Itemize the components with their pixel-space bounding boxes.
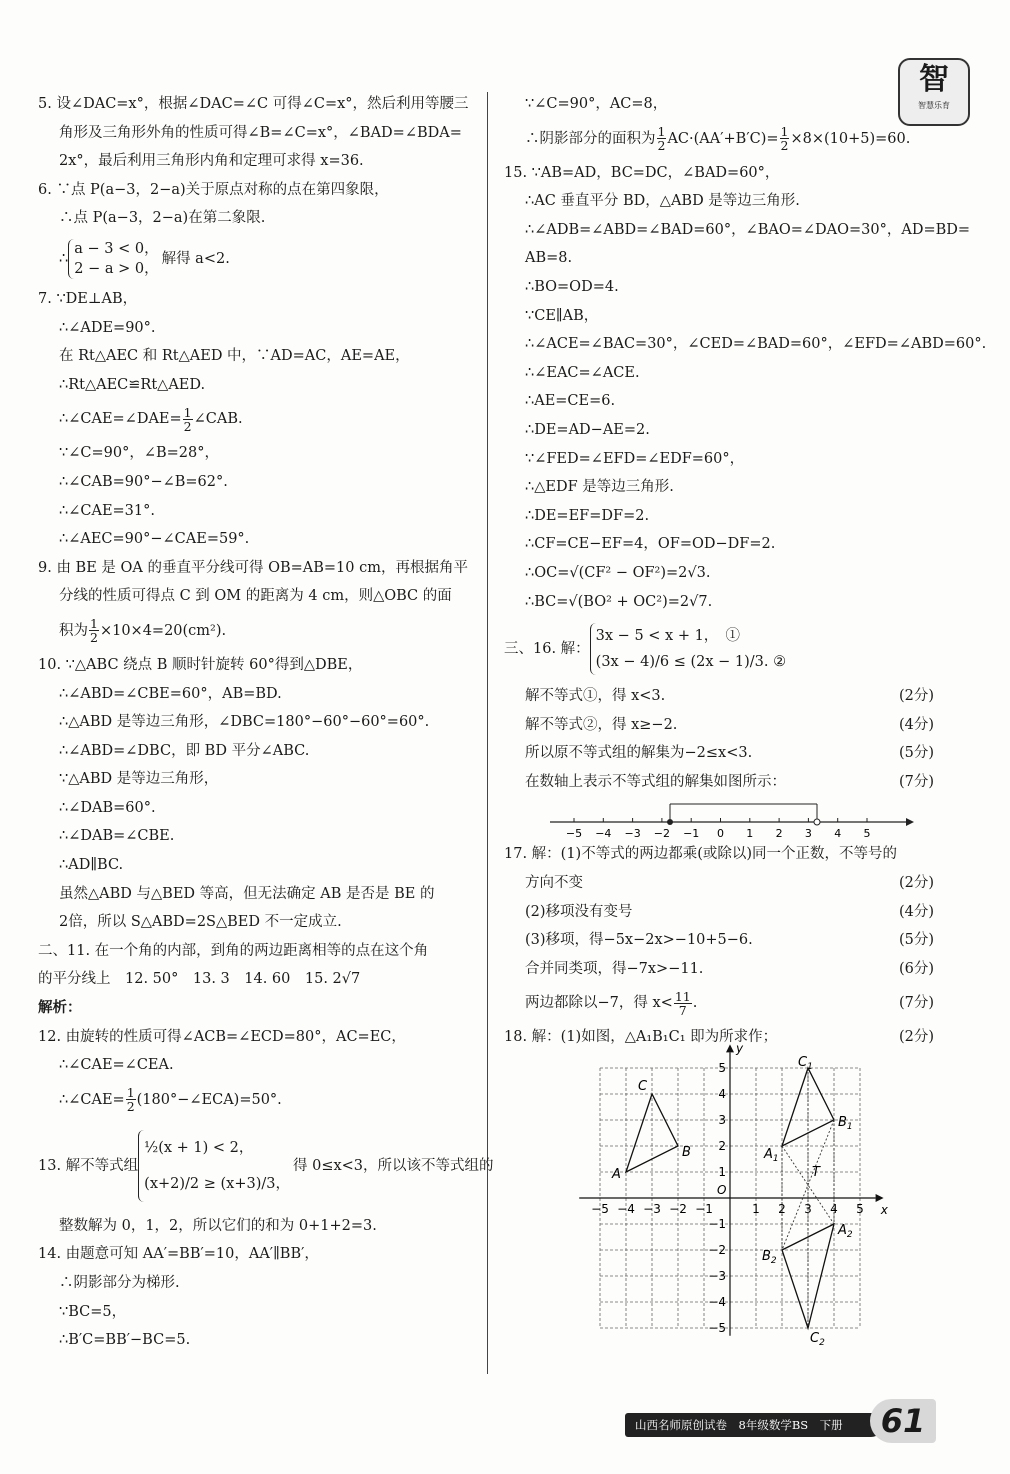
text: ×10×4=20(cm²).	[99, 622, 227, 639]
text: ∴∠CAE=∠DAE=	[59, 411, 182, 428]
q12-line: 12. 由旋转的性质可得∠ACB=∠ECD=80°，AC=EC，	[38, 1028, 406, 1045]
q15-line: ∵CE∥AB，	[525, 307, 599, 324]
q7-line: ∴Rt△AEC≌Rt△AED.	[59, 376, 206, 393]
x-tick-label: −2	[669, 1202, 687, 1217]
q9-line: 分线的性质可得点 C 到 OM 的距离为 4 cm，则△OBC 的面	[59, 588, 452, 605]
fraction	[89, 617, 99, 644]
q16-step	[504, 711, 934, 740]
q6-line: ∴点 P(a−3，2−a)在第二象限.	[59, 210, 266, 227]
tick-label: 2	[775, 827, 783, 841]
point-label: C	[638, 1079, 648, 1095]
text: 解不等式①，得 x<3.	[525, 688, 666, 705]
q12-frac-line	[38, 1080, 478, 1120]
page-footer	[625, 1402, 933, 1441]
q15-line: ∴AE=CE=6.	[525, 393, 616, 410]
open-point	[814, 819, 820, 825]
text: 解不等式②，得 x≥−2.	[525, 716, 678, 733]
y-tick-label: −2	[708, 1243, 726, 1258]
q10-line: ∴∠DAB=60°.	[59, 799, 156, 816]
q7-line: 在 Rt△AEC 和 Rt△AED 中，∵AD=AC，AE=AE，	[59, 348, 410, 365]
text: 方向不变	[525, 875, 583, 892]
q7-line: ∵∠C=90°，∠B=28°，	[59, 445, 219, 462]
denominator: 2	[183, 418, 192, 434]
point-label: T	[812, 1165, 820, 1181]
x-tick-label: 3	[804, 1202, 812, 1217]
text: 两边都除以−7，得 x<	[525, 995, 673, 1012]
q10-line: 虽然△ABD 与△BED 等高，但无法确定 AB 是否是 BE 的	[59, 885, 435, 902]
q16-system	[504, 616, 934, 682]
tick-label: −4	[595, 827, 612, 841]
text: 13. 解不等式组	[38, 1157, 139, 1174]
point-subscript: 1	[772, 1154, 779, 1165]
fraction	[674, 990, 692, 1017]
ineq-1: ½(x + 1) < 2，	[144, 1139, 254, 1156]
q15-line: ∴BC=√(BO² + OC²)=2√7.	[525, 593, 713, 610]
section2-line: 二、11. 在一个角的内部，到角的两边距离相等的点在这个角	[38, 942, 429, 959]
q9-line: 9. 由 BE 是 OA 的垂直平分线可得 OB=AB=10 cm，再根据角平	[38, 559, 468, 576]
ineq-2: (x+2)/2 ≥ (x+3)/3，	[144, 1175, 290, 1192]
page-number: 61	[870, 1399, 936, 1443]
q18-line	[504, 1023, 934, 1052]
point-label: $C_2$	[810, 1331, 825, 1349]
x-tick-label: 5	[856, 1202, 864, 1217]
fraction	[126, 1086, 136, 1113]
q15-line: ∴AC 垂直平分 BD，△ABD 是等边三角形.	[525, 193, 800, 210]
q15-line: ∴∠ADB=∠ABD=∠BAD=60°，∠BAO=∠DAO=30°，AD=BD=	[525, 221, 971, 238]
denominator: 2	[657, 138, 666, 154]
tick-label: −2	[653, 827, 671, 841]
q7-line: ∴∠CAB=90°−∠B=62°.	[59, 473, 228, 490]
tick-label: 4	[834, 827, 842, 841]
denominator: 2	[126, 1099, 135, 1115]
tick-label: −5	[565, 827, 583, 841]
q6-line: 6. ∵点 P(a−3，2−a)关于原点对称的点在第四象限，	[38, 181, 389, 198]
q15-line: ∴CF=CE−EF=4，OF=OD−DF=2.	[525, 536, 776, 553]
y-tick-label: −1	[708, 1217, 726, 1232]
q15-line: 15. ∵AB=AD，BC=DC，∠BAD=60°，	[504, 164, 780, 181]
right-column	[504, 90, 987, 1356]
tick-label: 0	[717, 827, 724, 841]
q14-area-line	[504, 119, 934, 159]
y-tick-label: 1	[718, 1165, 726, 1180]
closed-point	[667, 819, 673, 825]
tick-label: −3	[624, 827, 641, 841]
text: 积为	[59, 622, 88, 639]
tick-label: −1	[683, 827, 700, 841]
q15-line: ∵∠FED=∠EFD=∠EDF=60°，	[525, 450, 745, 467]
ineq-2: 2 − a > 0，	[74, 260, 159, 277]
q17-last-step	[504, 983, 934, 1023]
numerator: 1	[183, 404, 192, 420]
text: (2)移项没有变号	[525, 903, 633, 920]
q7-line: ∴∠AEC=90°−∠CAE=59°.	[59, 531, 250, 548]
q16-step	[504, 682, 934, 711]
text: (180°−∠ECA)=50°.	[136, 1091, 282, 1108]
point-label: $C_1$	[798, 1055, 813, 1073]
q15-line: ∴△EDF 是等边三角形.	[525, 479, 674, 496]
x-tick-label: −5	[591, 1202, 609, 1217]
column-divider	[487, 92, 488, 1374]
x-tick-label: −4	[617, 1202, 635, 1217]
tick-label: 1	[746, 827, 754, 841]
q10-line: ∵△ABD 是等边三角形，	[59, 771, 219, 788]
q17-step	[504, 869, 934, 898]
q10-line: ∴∠DAB=∠CBE.	[59, 828, 175, 845]
text: 合并同类项，得−7x>−11.	[525, 960, 704, 977]
q14-line: ∵∠C=90°，AC=8，	[525, 96, 668, 112]
q10-line: ∴AD∥BC.	[59, 857, 124, 874]
y-tick-label: 2	[718, 1139, 726, 1154]
fraction	[657, 125, 667, 152]
y-tick-label: −3	[708, 1269, 726, 1284]
tick-label: 3	[804, 827, 812, 841]
q6-conclusion: 解得 a<2.	[161, 250, 230, 267]
y-axis-label: y	[736, 1041, 744, 1056]
text: 所以原不等式组的解集为−2≤x<3.	[525, 745, 753, 762]
x-tick-label: 2	[778, 1202, 786, 1217]
score: (7分)	[898, 773, 934, 790]
point-label: $A_2$	[838, 1223, 853, 1241]
point-label: $B_1$	[838, 1115, 853, 1133]
q14-line: 14. 由题意可知 AA′=BB′=10，AA′∥BB′，	[38, 1246, 319, 1263]
q10-line: 10. ∵△ABC 绕点 B 顺时针旋转 60°得到△DBE，	[38, 656, 363, 673]
text: ∴∠CAE=	[59, 1091, 125, 1108]
q10-line: ∴∠ABD=∠CBE=60°，AB=BD.	[59, 685, 282, 702]
point-label: $A_1$	[764, 1147, 779, 1165]
q14-line: ∴阴影部分为梯形.	[59, 1275, 180, 1291]
point-label: $B_2$	[762, 1249, 777, 1267]
series-title: 山西名师原创试卷 8年级数学BS 下册	[625, 1413, 883, 1437]
y-tick-label: 5	[718, 1061, 726, 1076]
q16-step	[504, 768, 934, 797]
q7-line: ∴∠CAE=31°.	[59, 502, 155, 519]
q12-line: ∴∠CAE=∠CEA.	[59, 1057, 174, 1074]
text: 三、16. 解：	[504, 641, 590, 658]
text: 18. 解：(1)如图，△A₁B₁C₁ 即为所求作；	[504, 1029, 778, 1046]
q6-system: ∴a − 3 < 0， 2 − a > 0，解得 a<2.	[59, 240, 230, 277]
x-tick-label: −3	[643, 1202, 661, 1217]
numerator: 1	[657, 124, 666, 140]
score: (2分)	[898, 875, 934, 892]
left-column	[38, 90, 494, 1355]
q13-system	[38, 1120, 494, 1212]
q7-line: 7. ∵DE⊥AB，	[38, 290, 138, 307]
point-label: B	[682, 1145, 691, 1161]
fraction	[183, 406, 193, 433]
y-tick-label: 4	[718, 1087, 726, 1102]
point-subscript: 2	[819, 1338, 825, 1349]
text: 在数轴上表示不等式组的解集如图所示：	[525, 773, 786, 790]
fraction	[780, 125, 790, 152]
number-line-ticks	[566, 818, 871, 840]
logo-caption: 智慧乐育	[918, 101, 950, 110]
score: (4分)	[898, 903, 934, 920]
score: (5分)	[898, 932, 934, 949]
score: (7分)	[898, 995, 934, 1012]
q15-line: ∴BO=OD=4.	[525, 278, 619, 295]
ineq-2: (3x − 4)/6 ≤ (2x − 1)/3. ②	[595, 654, 787, 671]
analysis-label: 解析：	[38, 999, 82, 1017]
q7-frac-line	[38, 399, 478, 439]
denominator: 2	[780, 138, 789, 154]
q14-line: ∵BC=5，	[59, 1303, 127, 1320]
q7-line: ∴∠ADE=90°.	[59, 319, 156, 336]
point-subscript: 2	[846, 1230, 853, 1241]
text: .	[692, 995, 698, 1012]
text: ×8×(10+5)=60.	[790, 130, 911, 147]
y-tick-label: 3	[718, 1113, 726, 1128]
numerator: 11	[674, 988, 691, 1004]
ineq-1: a − 3 < 0，	[74, 240, 159, 257]
score: (2分)	[898, 688, 934, 705]
number-line	[504, 796, 934, 840]
q5-line: 角形及三角形外角的性质可得∠B=∠C=x°，∠BAD=∠BDA=	[59, 124, 462, 141]
x-tick-label: 4	[830, 1202, 838, 1217]
q15-line: ∴∠EAC=∠ACE.	[525, 364, 640, 381]
score: (2分)	[898, 1029, 934, 1046]
point-subscript: 1	[807, 1062, 813, 1073]
q17-step	[504, 926, 934, 955]
arrow-icon	[876, 1194, 884, 1202]
q15-line: ∴∠ACE=∠BAC=30°，∠CED=∠BAD=60°，∠EFD=∠ABD=60°.	[525, 336, 987, 353]
denominator: 2	[90, 630, 98, 646]
point-subscript: 2	[770, 1256, 777, 1267]
text: AC·(AA′+B′C)=	[667, 130, 779, 147]
score: (6分)	[898, 960, 934, 977]
point-label: A	[612, 1167, 621, 1183]
numerator: 1	[90, 616, 98, 632]
q15-line: ∴DE=EF=DF=2.	[525, 507, 650, 524]
q16-step	[504, 739, 934, 768]
q17-line: 17. 解：(1)不等式的两边都乘(或除以)同一个正数，不等号的	[504, 846, 898, 863]
q10-line: 2倍，所以 S△ABD=2S△BED 不一定成立.	[59, 914, 342, 931]
y-tick-label: −5	[708, 1321, 726, 1336]
q5-line: 2x°，最后利用三角形内角和定理可求得 x=36.	[59, 153, 364, 170]
score: (4分)	[898, 716, 934, 733]
y-tick-label: −4	[708, 1295, 726, 1310]
text: 得 0≤x<3，所以该不等式组的	[293, 1157, 494, 1174]
q13-line: 整数解为 0，1，2，所以它们的和为 0+1+2=3.	[59, 1217, 377, 1234]
arrow-icon	[906, 818, 914, 826]
x-axis-label: x	[880, 1203, 888, 1218]
q17-step	[504, 955, 934, 984]
q15-line: AB=8.	[525, 250, 573, 267]
brace	[590, 623, 786, 675]
numerator: 1	[780, 124, 789, 140]
q15-line: ∴DE=AD−AE=2.	[525, 421, 650, 438]
point-subscript: 1	[846, 1122, 853, 1133]
q5-line: 5. 设∠DAC=x°，根据∠DAC=∠C 可得∠C=x°，然后利用等腰三	[38, 96, 469, 112]
q14-line: ∴B′C=BB′−BC=5.	[59, 1332, 191, 1349]
x-tick-label: 1	[752, 1202, 760, 1217]
ineq-1: 3x − 5 < x + 1， ①	[595, 628, 741, 645]
q15-line: ∴OC=√(CF² − OF²)=2√3.	[525, 564, 711, 581]
brace	[68, 239, 158, 279]
q17-step	[504, 898, 934, 927]
q9-frac-line	[38, 611, 478, 651]
origin-label: O	[717, 1183, 727, 1198]
text: (3)移项，得−5x−2x>−10+5−6.	[525, 932, 753, 949]
coordinate-grid	[504, 1041, 934, 1356]
logo-glyph: 智	[919, 62, 949, 97]
tick-label: 5	[863, 827, 871, 841]
text: ∠CAB.	[193, 411, 243, 428]
q10-line: ∴∠ABD=∠DBC，即 BD 平分∠ABC.	[59, 742, 310, 759]
section2-line: 的平分线上 12. 50° 13. 3 14. 60 15. 2√7	[38, 971, 361, 988]
brace	[138, 1130, 290, 1202]
denominator: 7	[678, 1002, 687, 1018]
score: (5分)	[898, 745, 934, 762]
text: ∴阴影部分的面积为	[525, 130, 656, 147]
q10-line: ∴△ABD 是等边三角形，∠DBC=180°−60°−60°=60°.	[59, 714, 430, 731]
numerator: 1	[126, 1085, 135, 1101]
x-tick-label: −1	[695, 1202, 713, 1217]
